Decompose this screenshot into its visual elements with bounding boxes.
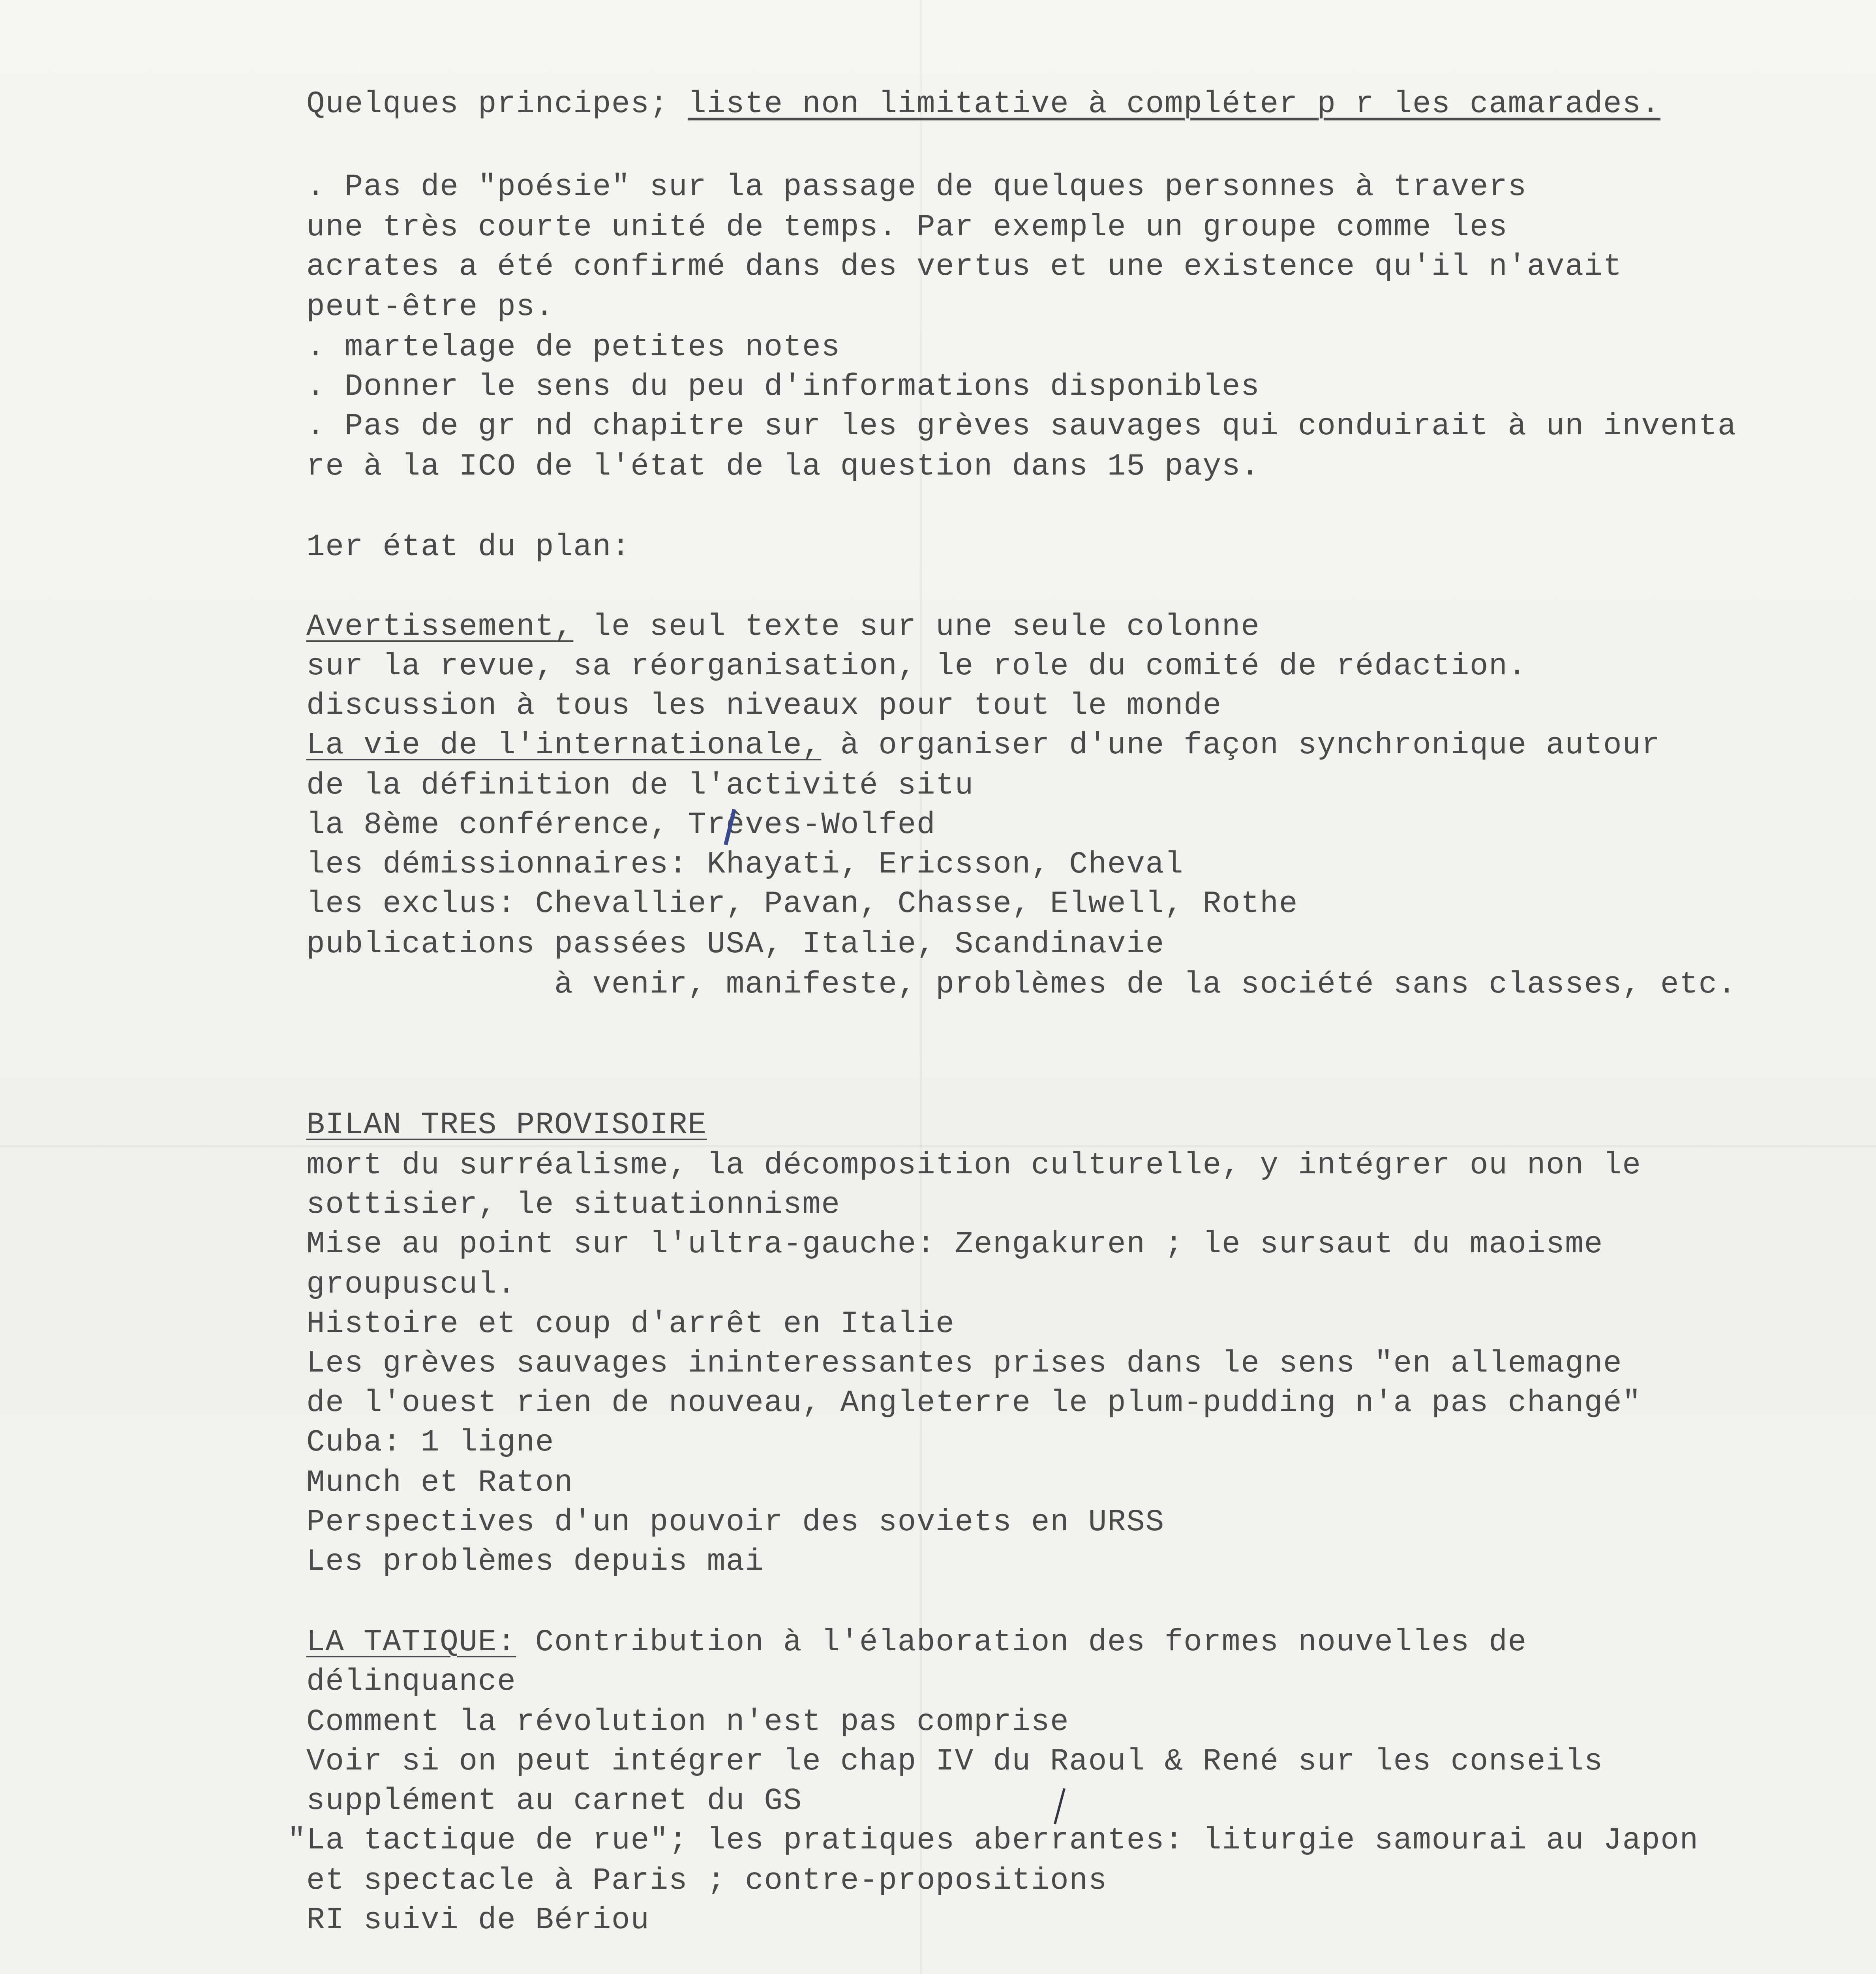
bilan-line: Cuba: 1 ligne [306, 1425, 554, 1460]
bilan-line: mort du surréalisme, la décomposition culturelle, y intégrer ou non le [306, 1148, 1642, 1183]
vie-line: à venir, manifeste, problèmes de la société sans classes, etc. [306, 967, 1737, 1002]
avertissement-line [306, 607, 1260, 647]
principle-line: une très courte unité de temps. Par exemple un groupe comme les [306, 210, 1508, 245]
header-prefix: Quelques principes; [306, 87, 688, 122]
vie-line [306, 726, 1660, 765]
avertissement-text: le seul texte sur une seule colonne [573, 610, 1260, 644]
bilan-line: groupuscul. [306, 1267, 516, 1302]
tactique-line: Voir si on peut intégrer le chap IV du Raoul & René sur les conseils [306, 1744, 1603, 1779]
header-line [306, 84, 1660, 124]
tactique-line: délinquance [306, 1664, 516, 1699]
bilan-line: Les grèves sauvages ininteressantes prises dans le sens "en allemagne [306, 1346, 1623, 1381]
pen-stroke [1055, 1788, 1064, 1824]
pen-stroke [726, 809, 734, 845]
bilan-line: Mise au point sur l'ultra-gauche: Zengakuren ; le sursaut du maoisme [306, 1227, 1603, 1262]
vie-line: la 8ème conférence, Trêves-Wolfed [306, 808, 936, 843]
bilan-title: BILAN TRES PROVISOIRE [306, 1108, 707, 1143]
tactique-line: supplément au carnet du GS [306, 1784, 802, 1818]
plan-heading: 1er état du plan: [306, 530, 631, 565]
bilan-line: Munch et Raton [306, 1465, 574, 1500]
vie-line: les démissionnaires: Khayati, Ericsson, Cheval [306, 847, 1184, 882]
tactique-line: et spectacle à Paris ; contre-propositions [306, 1863, 1107, 1898]
vie-line: de la définition de l'activité situ [306, 768, 974, 803]
tactique-title: LA TATIQUE: [306, 1625, 516, 1660]
vie-line: les exclus: Chevallier, Pavan, Chasse, Elwell, Rothe [306, 887, 1298, 921]
vie-line: publications passées USA, Italie, Scandinavie [306, 927, 1165, 962]
avertissement-line: sur la revue, sa réorganisation, le role du comité de rédaction. [306, 649, 1527, 684]
principle-line: . Pas de gr nd chapitre sur les grèves sauvages qui conduirait à un inventa [306, 409, 1737, 444]
bilan-line: Histoire et coup d'arrêt en Italie [306, 1307, 955, 1342]
avertissement-title: Avertissement, [306, 610, 574, 644]
tactique-text: Contribution à l'élaboration des formes nouvelles de [516, 1625, 1527, 1660]
tactique-line [306, 1623, 1527, 1662]
vie-text: à organiser d'une façon synchronique autour [821, 728, 1660, 763]
tactique-line: RI suivi de Bériou [306, 1903, 650, 1938]
avertissement-line: discussion à tous les niveaux pour tout le monde [306, 689, 1222, 723]
principle-line: acrates a été confirmé dans des vertus et une existence qu'il n'avait [306, 250, 1623, 284]
tactique-line: "La tactique de rue"; les pratiques aberrantes: liturgie samourai au Japon [287, 1823, 1699, 1858]
principle-line: peut-être ps. [306, 290, 554, 325]
bilan-line: de l'ouest rien de nouveau, Angleterre le plum-pudding n'a pas changé" [306, 1386, 1642, 1420]
vie-title: La vie de l'internationale, [306, 728, 822, 763]
principle-line: . martelage de petites notes [306, 330, 840, 365]
bilan-line: sottisier, le situationnisme [306, 1188, 840, 1222]
bilan-line: Perspectives d'un pouvoir des soviets en URSS [306, 1505, 1165, 1540]
pen-correction-mark [1050, 1784, 1070, 1828]
principle-line: . Donner le sens du peu d'informations disponibles [306, 370, 1260, 404]
bilan-line: Les problèmes depuis mai [306, 1544, 764, 1579]
pen-correction-mark [719, 805, 742, 849]
principle-line: re à la ICO de l'état de la question dans 15 pays. [306, 449, 1260, 484]
tactique-line: Comment la révolution n'est pas comprise [306, 1705, 1069, 1739]
principle-line: . Pas de "poésie" sur la passage de quelques personnes à travers [306, 170, 1527, 205]
header-title: liste non limitative à compléter p r les camarades. [688, 87, 1660, 122]
